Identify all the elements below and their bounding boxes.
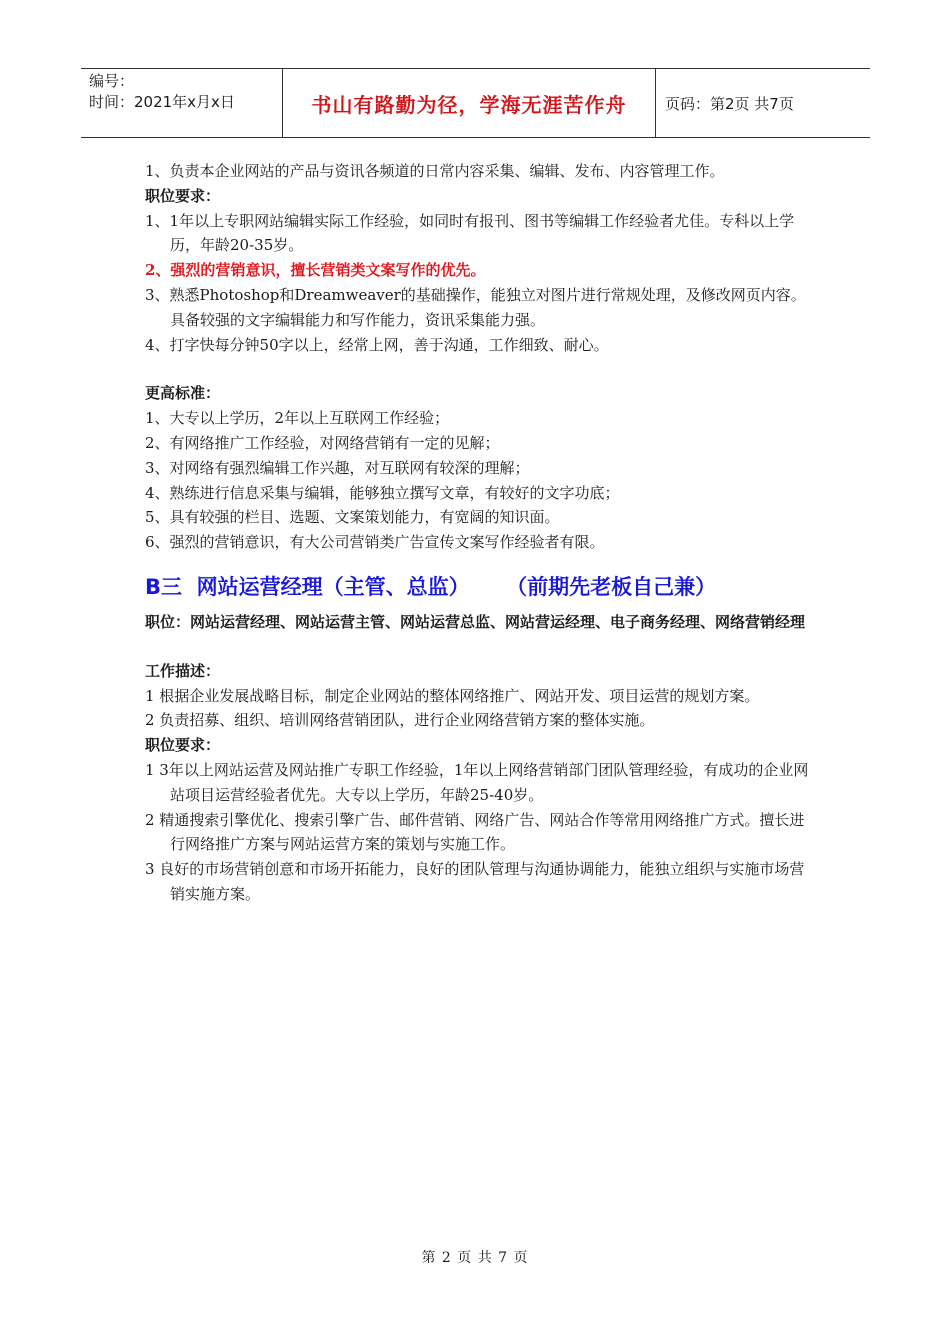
spacer bbox=[145, 357, 810, 381]
requirements-title: 职位要求： bbox=[145, 736, 221, 755]
higher-standard-item: 1、大专以上学历，2年以上互联网工作经验； bbox=[145, 409, 450, 428]
page-footer: 第 2 页 共 7 页 bbox=[421, 1250, 529, 1266]
requirements-title: 职位要求： bbox=[145, 186, 221, 205]
spacer bbox=[145, 635, 810, 659]
duty-item: 1、负责本企业网站的产品与资讯各频道的日常内容采集、编辑、发布、内容管理工作。 bbox=[145, 162, 725, 180]
higher-standard-item: 5、具有较强的栏目、选题、文案策划能力，有宽阔的知识面。 bbox=[145, 508, 560, 527]
requirement-item: 1、1年以上专职网站编辑实际工作经验，如同时有报刊、图书等编辑工作经验者尤佳。专科以上学历，年龄20-35岁。 bbox=[145, 211, 795, 255]
higher-standard-item: 4、熟练进行信息采集与编辑，能够独立撰写文章，有较好的文字功底； bbox=[145, 483, 620, 502]
position-list: 职位：网站运营经理、网站运营主管、网站运营总监、网站营运经理、电子商务经理、网络营销经理 bbox=[145, 612, 806, 631]
higher-standard-item: 6、强烈的营销意识，有大公司营销类广告宣传文案写作经验者有限。 bbox=[145, 533, 605, 552]
page-header bbox=[81, 68, 870, 138]
doc-number-label: 编号： bbox=[89, 72, 135, 90]
header-left bbox=[81, 69, 282, 137]
requirement-item: 1 3年以上网站运营及网站推广专职工作经验，1年以上网络营销部门团队管理经验，有成功的企业网站项目运营经验者优先。大专以上学历，年龄25-40岁。 bbox=[145, 760, 809, 804]
header-page-info: 页码：第2页 共7页 bbox=[665, 94, 794, 113]
higher-standard-item: 3、对网络有强烈编辑工作兴趣，对互联网有较深的理解； bbox=[145, 458, 530, 477]
section-heading: B三 网站运营经理（主管、总监） （前期先老板自己兼） bbox=[145, 574, 717, 599]
higher-standard-item: 2、有网络推广工作经验，对网络营销有一定的见解； bbox=[145, 433, 500, 452]
job-description-item: 1 根据企业发展战略目标，制定企业网站的整体网络推广、网站开发、项目运营的规划方案。 bbox=[145, 686, 760, 705]
job-description-item: 2 负责招募、组织、培训网络营销团队，进行企业网络营销方案的整体实施。 bbox=[145, 711, 655, 730]
requirement-item: 3 良好的市场营销创意和市场开拓能力，良好的团队管理与沟通协调能力，能独立组织与实施市场营销实施方案。 bbox=[145, 860, 805, 903]
document-body bbox=[145, 159, 810, 907]
requirement-item: 3、熟悉Photoshop和Dreamweaver的基础操作，能独立对图片进行常规处理，及修改网页内容。具备较强的文字编辑能力和写作能力，资讯采集能力强。 bbox=[145, 285, 806, 329]
doc-date: 时间：2021年x月x日 bbox=[89, 93, 235, 111]
requirement-item: 4、打字快每分钟50字以上，经常上网，善于沟通，工作细致、耐心。 bbox=[145, 335, 609, 354]
requirement-item-highlight: 2、强烈的营销意识，擅长营销类文案写作的优先。 bbox=[145, 261, 486, 280]
requirement-item: 2 精通搜索引擎优化、搜索引擎广告、邮件营销、网络广告、网站合作等常用网络推广方式。擅长进行网络推广方案与网站运营方案的策划与实施工作。 bbox=[145, 810, 805, 854]
higher-standard-title: 更高标准： bbox=[145, 384, 221, 403]
header-motto: 书山有路勤为径，学海无涯苦作舟 bbox=[282, 69, 656, 137]
job-description-title: 工作描述： bbox=[145, 661, 221, 680]
